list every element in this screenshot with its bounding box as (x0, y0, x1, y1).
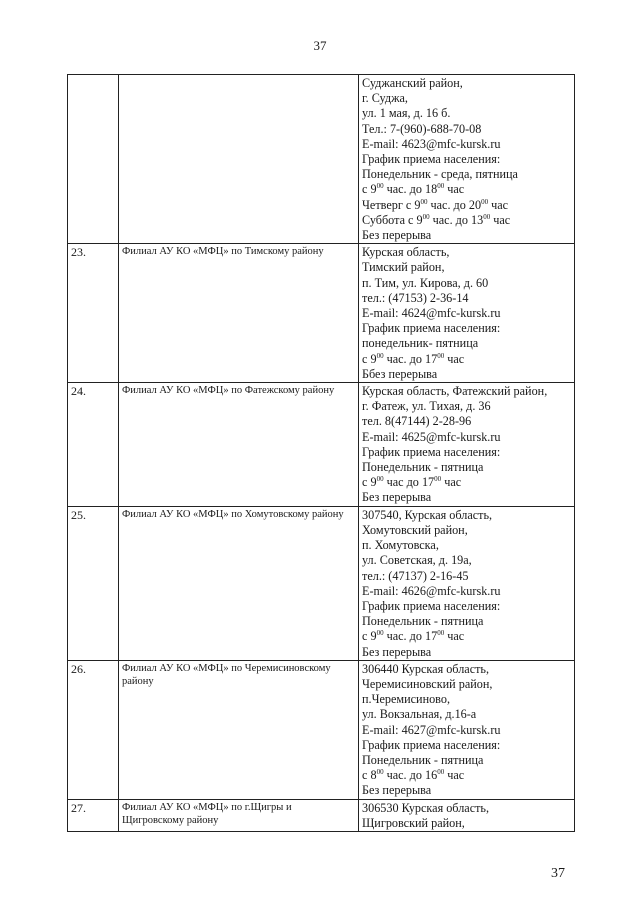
address-line: 306440 Курская область, (362, 661, 490, 676)
time-minutes: 00 (437, 351, 445, 360)
schedule-line (362, 753, 571, 768)
time-minutes: 00 (481, 197, 489, 206)
time-minutes: 00 (483, 212, 491, 221)
address-line: Щигровский район, (362, 815, 465, 830)
schedule-text: час. до 20 (427, 197, 482, 212)
address-line: Черемисиновский район, (362, 676, 493, 691)
page-number-bottom: 37 (551, 866, 565, 881)
page-number-top: 37 (313, 38, 327, 53)
address-line: ул. Советская, д. 19а, (362, 553, 472, 568)
schedule-text: час. до 13 (429, 212, 484, 227)
email-line: E-mail: 4627@mfc-kursk.ru (362, 722, 501, 737)
schedule-text: час (490, 212, 511, 227)
schedule-line (362, 768, 571, 783)
branch-contacts (359, 75, 575, 244)
schedule-line (362, 783, 571, 798)
schedule-text: Четверг с 9 (362, 197, 421, 212)
schedule-text: Без перерыва (362, 644, 432, 659)
schedule-line (362, 367, 571, 382)
time-minutes: 00 (376, 768, 384, 777)
time-minutes: 00 (422, 212, 430, 221)
branch-contacts (359, 506, 575, 660)
time-minutes: 00 (376, 351, 384, 360)
schedule-line (362, 228, 571, 243)
schedule-line (362, 490, 571, 505)
schedule-text: Без перерыва (362, 490, 432, 505)
branch-name: Филиал АУ КО «МФЦ» по г.Щигры и Щигровскому району (119, 799, 359, 831)
branch-name: Филиал АУ КО «МФЦ» по Фатежскому району (119, 383, 359, 507)
schedule-text: понедельник- пятница (362, 336, 479, 351)
branch-contacts (359, 244, 575, 383)
schedule-line (362, 460, 571, 475)
schedule-line (362, 213, 571, 228)
branch-contacts (359, 799, 575, 831)
schedule-text: Понедельник - среда, пятница (362, 167, 518, 182)
schedule-text: час (444, 768, 465, 783)
address-line: ул. 1 мая, д. 16 б. (362, 106, 451, 121)
row-number (68, 75, 119, 244)
schedule-line (362, 352, 571, 367)
email-line: E-mail: 4623@mfc-kursk.ru (362, 136, 501, 151)
schedule-title: График приема населения: (362, 152, 501, 167)
schedule-text: Суббота с 9 (362, 212, 423, 227)
address-line: п. Тим, ул. Кирова, д. 60 (362, 275, 489, 290)
schedule-title: График приема населения: (362, 321, 501, 336)
time-minutes: 00 (376, 182, 384, 191)
schedule-text: с 9 (362, 351, 377, 366)
address-line: Курская область, (362, 245, 450, 260)
address-line: 306530 Курская область, (362, 800, 490, 815)
schedule-text: час. до 17 (383, 629, 438, 644)
table-row (68, 383, 575, 507)
email-line: E-mail: 4626@mfc-kursk.ru (362, 583, 501, 598)
address-line: тел.: (47153) 2-36-14 (362, 290, 469, 305)
time-minutes: 00 (437, 768, 445, 777)
schedule-text: с 9 (362, 475, 377, 490)
time-minutes: 00 (437, 629, 445, 638)
time-minutes: 00 (434, 475, 442, 484)
address-line: г. Фатеж, ул. Тихая, д. 36 (362, 399, 491, 414)
time-minutes: 00 (420, 197, 428, 206)
schedule-text: час. до 17 (383, 351, 438, 366)
schedule-text: час (488, 197, 509, 212)
address-line: п.Черемисиново, (362, 692, 450, 707)
table-row (68, 660, 575, 799)
schedule-text: Понедельник - пятница (362, 460, 484, 475)
row-number: 25. (68, 506, 119, 660)
branch-name (119, 75, 359, 244)
address-line: Суджанский район, (362, 76, 463, 90)
schedule-text: с 8 (362, 768, 377, 783)
row-number: 27. (68, 799, 119, 831)
row-number: 24. (68, 383, 119, 507)
schedule-text: Ббез перерыва (362, 366, 438, 381)
schedule-line (362, 182, 571, 197)
time-minutes: 00 (376, 629, 384, 638)
schedule-text: час (444, 629, 465, 644)
address-line: ул. Вокзальная, д.16-а (362, 707, 477, 722)
schedule-text: час (441, 475, 462, 490)
schedule-text: с 9 (362, 182, 377, 197)
schedule-text: час (444, 351, 465, 366)
schedule-line (362, 475, 571, 490)
address-line: Курская область, Фатежский район, (362, 384, 548, 399)
branch-name: Филиал АУ КО «МФЦ» по Тимскому району (119, 244, 359, 383)
address-line: Тимский район, (362, 260, 445, 275)
schedule-text: с 9 (362, 629, 377, 644)
address-line: Тел.: 7-(960)-688-70-08 (362, 121, 482, 136)
schedule-title: График приема населения: (362, 598, 501, 613)
schedule-text: час до 17 (383, 475, 435, 490)
table-row (68, 506, 575, 660)
table-row (68, 244, 575, 383)
branch-name: Филиал АУ КО «МФЦ» по Хомутовскому району (119, 506, 359, 660)
branch-contacts (359, 383, 575, 507)
schedule-text: Понедельник - пятница (362, 752, 484, 767)
table-row (68, 799, 575, 831)
time-minutes: 00 (437, 182, 445, 191)
branch-table (67, 74, 575, 832)
branch-contacts (359, 660, 575, 799)
row-number: 26. (68, 660, 119, 799)
schedule-text: Без перерыва (362, 228, 432, 243)
schedule-text: час (444, 182, 465, 197)
schedule-line (362, 198, 571, 213)
schedule-title: График приема населения: (362, 444, 501, 459)
row-number: 23. (68, 244, 119, 383)
branch-name: Филиал АУ КО «МФЦ» по Черемисиновскому району (119, 660, 359, 799)
address-line: Хомутовский район, (362, 522, 468, 537)
schedule-line (362, 167, 571, 182)
address-line: тел.: (47137) 2-16-45 (362, 568, 469, 583)
schedule-title: График приема населения: (362, 737, 501, 752)
address-line: тел. 8(47144) 2-28-96 (362, 414, 472, 429)
schedule-text: час. до 16 (383, 768, 438, 783)
schedule-line (362, 629, 571, 644)
schedule-line (362, 645, 571, 660)
table-row (68, 75, 575, 244)
schedule-line (362, 614, 571, 629)
address-line: г. Суджа, (362, 91, 408, 106)
time-minutes: 00 (376, 475, 384, 484)
schedule-text: час. до 18 (383, 182, 438, 197)
email-line: E-mail: 4625@mfc-kursk.ru (362, 429, 501, 444)
address-line: п. Хомутовска, (362, 538, 439, 553)
address-line: 307540, Курская область, (362, 507, 493, 522)
schedule-text: Без перерыва (362, 783, 432, 798)
schedule-line (362, 336, 571, 351)
email-line: E-mail: 4624@mfc-kursk.ru (362, 306, 501, 321)
schedule-text: Понедельник - пятница (362, 614, 484, 629)
